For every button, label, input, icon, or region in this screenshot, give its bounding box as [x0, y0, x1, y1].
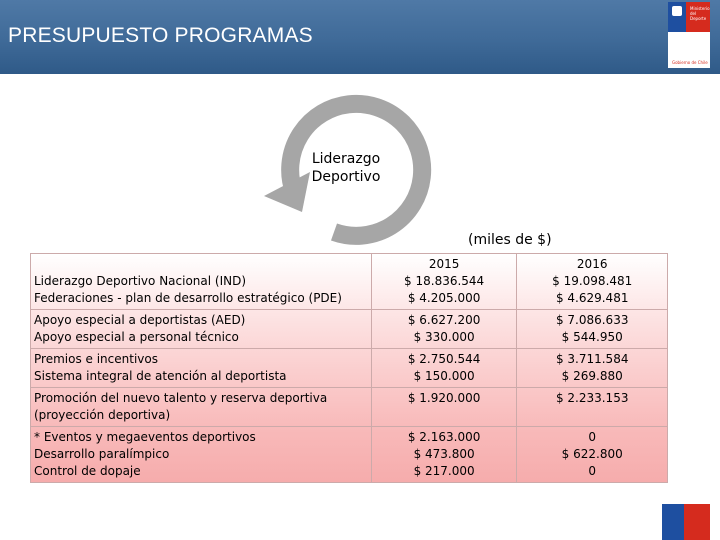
logo-text: Ministerio del Deporte — [690, 6, 710, 21]
amount-2015-cell: $ 1.920.000 — [371, 388, 517, 427]
amount-2015-cell: $ 6.627.200 $ 330.000 — [371, 310, 517, 349]
table-row — [31, 349, 668, 388]
amount-2015-cell: 2015 $ 18.836.544 $ 4.205.000 — [371, 254, 517, 310]
program-cell: * Eventos y megaeventos deportivos Desarrollo paralímpico Control de dopaje — [31, 427, 372, 483]
ministry-logo — [668, 2, 710, 68]
program-cell: Promoción del nuevo talento y reserva deportiva (proyección deportiva) — [31, 388, 372, 427]
amount-2016-cell: $ 7.086.633 $ 544.950 — [517, 310, 668, 349]
amount-2015-cell: $ 2.750.544 $ 150.000 — [371, 349, 517, 388]
year-header-2016: 2016 — [576, 257, 608, 271]
amount-2016-cell: 0 $ 622.800 0 — [517, 427, 668, 483]
logo-footer: Gobierno de Chile — [672, 60, 708, 65]
program-cell: Liderazgo Deportivo Nacional (IND) Federaciones - plan de desarrollo estratégico (PDE) — [31, 254, 372, 310]
table-row — [31, 427, 668, 483]
amount-2015-cell: $ 2.163.000 $ 473.800 $ 217.000 — [371, 427, 517, 483]
table-row — [31, 254, 668, 310]
page-title: PRESUPUESTO PROGRAMAS — [8, 24, 313, 47]
cycle-label: Liderazgo Deportivo — [311, 151, 381, 185]
coat-of-arms-icon — [672, 6, 682, 16]
budget-table — [30, 253, 668, 483]
amount-2016-cell: $ 3.711.584 $ 269.880 — [517, 349, 668, 388]
year-header-2015: 2015 — [428, 257, 460, 271]
amount-2016-cell: 2016 $ 19.098.481 $ 4.629.481 — [517, 254, 668, 310]
chile-flag-logo — [662, 504, 710, 540]
program-cell: Apoyo especial a deportistas (AED) Apoyo especial a personal técnico — [31, 310, 372, 349]
title-bar — [0, 0, 720, 74]
amount-2016-cell: $ 2.233.153 — [517, 388, 668, 427]
table-row — [31, 388, 668, 427]
table-row — [31, 310, 668, 349]
program-cell: Premios e incentivos Sistema integral de atención al deportista — [31, 349, 372, 388]
units-note: (miles de $) — [468, 232, 552, 248]
